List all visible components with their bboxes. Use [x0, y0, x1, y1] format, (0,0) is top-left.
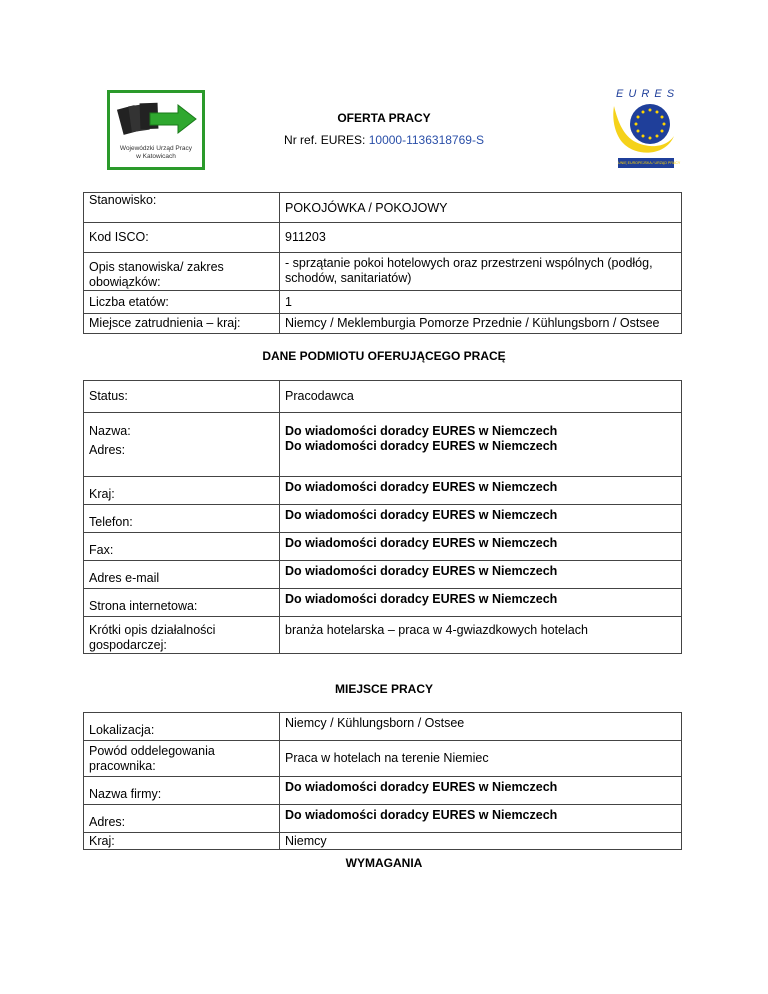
value-opis-text: - sprzątanie pokoi hotelowych oraz przestrzeni wspólnych (podłóg, schodów, sanitariatów)	[285, 256, 653, 285]
label-adres: Adres:	[89, 443, 126, 457]
requirements-heading: WYMAGANIA	[345, 856, 423, 870]
value-opis	[280, 253, 682, 291]
label-www: Strona internetowa:	[84, 589, 280, 617]
label-nazwa: Nazwa:	[89, 424, 131, 438]
value-www	[280, 589, 682, 617]
table-row	[84, 533, 682, 561]
label-fax: Fax:	[84, 533, 280, 561]
label-name-address	[84, 413, 280, 477]
value-powod	[280, 741, 682, 777]
value-stanowisko	[280, 193, 682, 223]
position-table	[83, 192, 682, 334]
label-etaty: Liczba etatów:	[84, 291, 280, 314]
employer-table	[83, 380, 682, 654]
label-email: Adres e-mail	[84, 561, 280, 589]
table-row	[84, 833, 682, 850]
table-row	[84, 713, 682, 741]
value-firma-text: Do wiadomości doradcy EURES w Niemczech	[285, 780, 558, 794]
label-activity	[84, 617, 280, 654]
eures-tagline: UNIĘ EUROPEJSKA / URZĄD PRACY	[618, 158, 674, 168]
table-row	[84, 589, 682, 617]
page-title: OFERTA PRACY	[337, 111, 431, 125]
label-kraj: Kraj:	[84, 477, 280, 505]
value-firma	[280, 777, 682, 805]
table-row	[84, 505, 682, 533]
table-row	[84, 617, 682, 654]
value-adres-firmy	[280, 805, 682, 833]
value-powod-text: Praca w hotelach na terenie Niemiec	[285, 751, 489, 765]
label-activity-text: Krótki opis działalności gospodarczej:	[89, 623, 216, 652]
table-row	[84, 561, 682, 589]
value-telefon-text: Do wiadomości doradcy EURES w Niemczech	[285, 508, 558, 522]
value-kraj-pracy: Niemcy	[280, 833, 682, 850]
value-telefon	[280, 505, 682, 533]
table-row	[84, 777, 682, 805]
value-activity	[280, 617, 682, 654]
label-telefon: Telefon:	[84, 505, 280, 533]
value-kraj	[280, 477, 682, 505]
eures-letters: E U R E S	[616, 88, 676, 100]
table-row	[84, 805, 682, 833]
value-adres-firmy-text: Do wiadomości doradcy EURES w Niemczech	[285, 808, 558, 822]
table-row	[84, 314, 682, 334]
value-activity-text: branża hotelarska – praca w 4-gwiazdkowych hotelach	[285, 623, 588, 637]
label-kraj-pracy: Kraj:	[84, 833, 280, 850]
value-etaty: 1	[280, 291, 682, 314]
ref-number: 10000-1136318769-S	[368, 133, 484, 147]
value-fax-text: Do wiadomości doradcy EURES w Niemczech	[285, 536, 558, 550]
table-row	[84, 413, 682, 477]
value-isco: 911203	[280, 223, 682, 253]
wup-logo	[107, 90, 205, 170]
value-status: Pracodawca	[280, 381, 682, 413]
workplace-table	[83, 712, 682, 850]
label-firma: Nazwa firmy:	[84, 777, 280, 805]
value-stanowisko-text: POKOJÓWKA / POKOJOWY	[285, 201, 448, 215]
label-isco: Kod ISCO:	[84, 223, 280, 253]
table-row	[84, 253, 682, 291]
value-www-text: Do wiadomości doradcy EURES w Niemczech	[285, 592, 558, 606]
label-adres-firmy: Adres:	[84, 805, 280, 833]
label-powod-text: Powód oddelegowania pracownika:	[89, 744, 215, 773]
eures-logo	[606, 88, 680, 172]
value-email	[280, 561, 682, 589]
label-powod	[84, 741, 280, 777]
table-row	[84, 291, 682, 314]
wup-logo-line1: Wojewódzki Urząd Pracy	[119, 145, 193, 152]
label-lokalizacja: Lokalizacja:	[84, 713, 280, 741]
workplace-heading: MIEJSCE PRACY	[334, 682, 434, 696]
value-miejsce: Niemcy / Meklemburgia Pomorze Przednie / Kühlungsborn / Ostsee	[280, 314, 682, 334]
value-adres: Do wiadomości doradcy EURES w Niemczech	[285, 439, 558, 453]
label-stanowisko: Stanowisko:	[84, 193, 280, 223]
value-email-text: Do wiadomości doradcy EURES w Niemczech	[285, 564, 558, 578]
label-miejsce: Miejsce zatrudnienia – kraj:	[84, 314, 280, 334]
label-status: Status:	[84, 381, 280, 413]
value-lokalizacja-text: Niemcy / Kühlungsborn / Ostsee	[285, 716, 465, 730]
wup-logo-line2: w Katowicach	[136, 153, 176, 160]
ref-label: Nr ref. EURES:	[284, 133, 366, 147]
value-kraj-text: Do wiadomości doradcy EURES w Niemczech	[285, 480, 558, 494]
value-lokalizacja	[280, 713, 682, 741]
value-name-address	[280, 413, 682, 477]
table-row	[84, 477, 682, 505]
table-row	[84, 223, 682, 253]
value-nazwa: Do wiadomości doradcy EURES w Niemczech	[285, 424, 558, 438]
label-opis: Opis stanowiska/ zakres obowiązków:	[84, 253, 280, 291]
table-row	[84, 381, 682, 413]
value-fax	[280, 533, 682, 561]
table-row	[84, 741, 682, 777]
employer-heading: DANE PODMIOTU OFERUJĄCEGO PRACĘ	[262, 349, 506, 363]
table-row	[84, 193, 682, 223]
